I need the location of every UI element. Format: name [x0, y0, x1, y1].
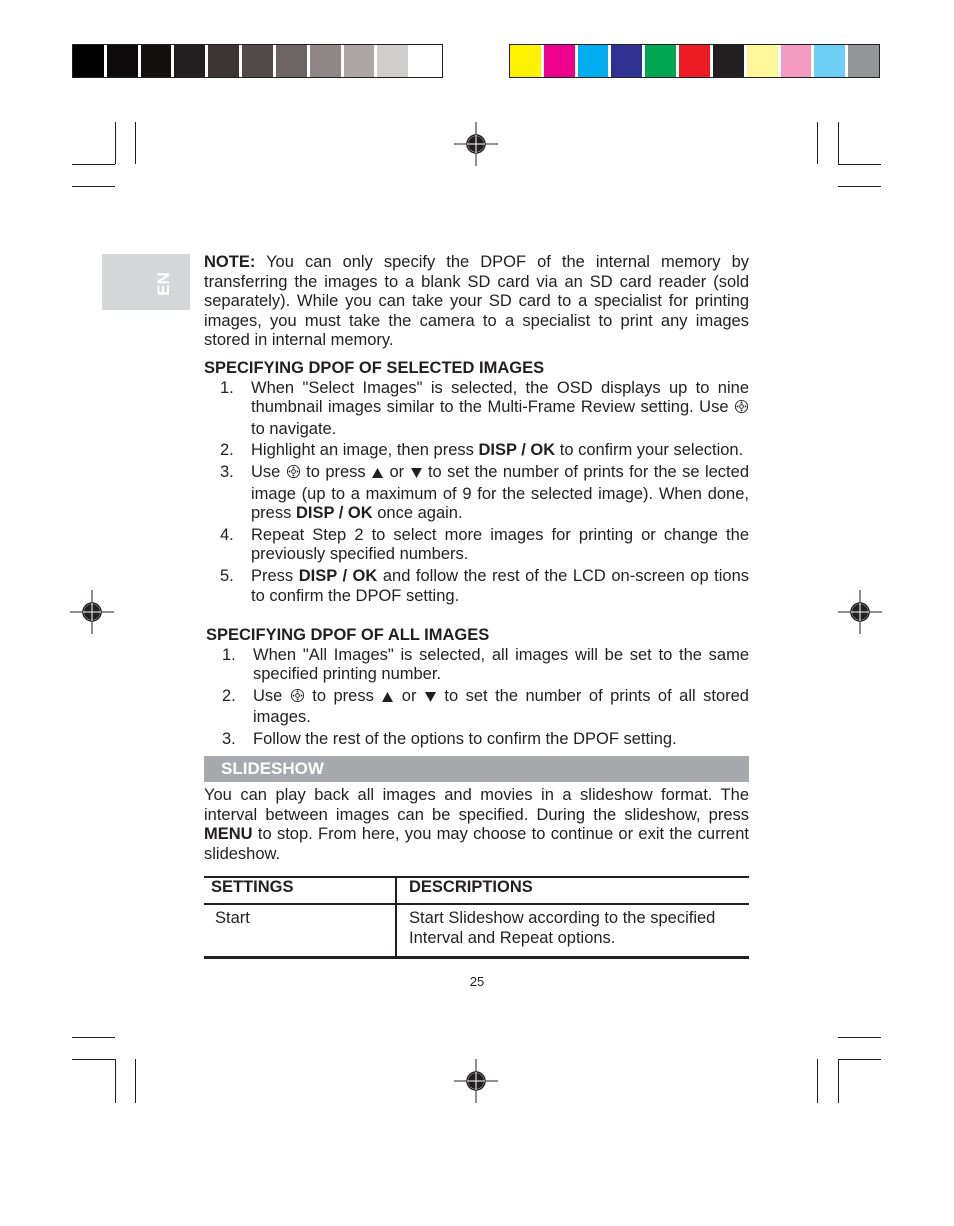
column-header: SETTINGS: [204, 877, 396, 904]
section-heading: SPECIFYING DPOF OF ALL IMAGES: [206, 626, 490, 644]
step-number: 2.: [220, 441, 234, 460]
color-swatch: [814, 45, 848, 77]
step-text: Use: [251, 462, 286, 481]
down-arrow-icon: [410, 465, 423, 485]
list-item: [204, 526, 749, 565]
registration-mark-icon: [454, 122, 498, 166]
color-swatch: [510, 45, 544, 77]
column-header: DESCRIPTIONS: [396, 877, 749, 904]
list-item: [206, 730, 749, 750]
paragraph-text: to stop. From here, you may choose to continue or exit the current slideshow.: [204, 825, 749, 863]
color-swatch: [781, 45, 815, 77]
color-swatch: [848, 45, 879, 77]
up-arrow-icon: [381, 689, 394, 709]
step-text: and follow the rest of the LCD on-screen op tions to confirm the DPOF setting.: [251, 566, 749, 605]
list-item: [204, 379, 749, 440]
crop-mark: [838, 1059, 881, 1060]
crop-mark: [72, 1037, 115, 1038]
crop-mark: [838, 1037, 881, 1038]
step-text: When "Select Images" is selected, the OSD displays up to nine thumbnail images similar to the Multi-Frame Review setting. Use: [251, 378, 749, 417]
selected-images-section: [204, 359, 749, 608]
crop-mark: [817, 1059, 818, 1103]
note-text: You can only specify the DPOF of the internal memory by transferring the images to a blank SD card via an SD card reader (sold separately). While you can take your SD card to a specialist for printing images, you must take the camera to a specialist to print any images stored in internal memory.: [204, 253, 749, 350]
color-swatch: [578, 45, 612, 77]
note-paragraph: [204, 253, 749, 351]
step-text: to confirm your selection.: [555, 441, 744, 460]
crop-mark: [838, 164, 881, 165]
step-text: once again.: [372, 504, 463, 523]
color-swatch: [411, 45, 442, 77]
color-swatch: [73, 45, 107, 77]
step-text: Follow the rest of the options to confirm the DPOF setting.: [253, 729, 677, 748]
step-text: Highlight an image, then press: [251, 441, 479, 460]
section-heading: SPECIFYING DPOF OF SELECTED IMAGES: [204, 359, 545, 377]
color-swatch: [344, 45, 378, 77]
list-item: [204, 441, 749, 461]
step-text: Use: [253, 686, 290, 705]
crop-mark: [838, 186, 881, 187]
color-swatch: [310, 45, 344, 77]
step-number: 3.: [222, 729, 236, 748]
list-item: [204, 567, 749, 606]
slideshow-paragraph: [204, 786, 749, 864]
step-text: or: [384, 462, 410, 481]
crop-mark: [135, 122, 136, 164]
navigation-pad-icon: [286, 464, 301, 485]
crop-mark: [838, 122, 839, 164]
crop-mark: [135, 1059, 136, 1103]
list-item: [206, 646, 749, 685]
color-swatch: [713, 45, 747, 77]
step-text: Repeat Step 2 to select more images for printing or change the previously specified numbers.: [251, 525, 749, 564]
color-swatch: [377, 45, 411, 77]
step-number: 5.: [220, 566, 234, 585]
step-text: to set the number of prints of all stored images.: [253, 686, 749, 727]
button-name: DISP / OK: [478, 441, 556, 460]
crop-mark: [838, 1059, 839, 1103]
down-arrow-icon: [424, 689, 437, 709]
registration-mark-icon: [838, 590, 882, 634]
step-text: Press: [251, 566, 299, 585]
step-number: 4.: [220, 525, 234, 544]
color-swatch: [276, 45, 310, 77]
page-number: 25: [469, 974, 485, 989]
crop-mark: [115, 122, 116, 164]
note-label: NOTE:: [204, 253, 256, 271]
crop-mark: [72, 1059, 115, 1060]
all-images-section: [206, 626, 749, 752]
step-number: 1.: [220, 378, 234, 397]
color-swatch: [645, 45, 679, 77]
step-number: 3.: [220, 462, 234, 481]
list-item: [204, 463, 749, 524]
step-text: or: [394, 686, 424, 705]
crop-mark: [115, 1059, 116, 1103]
grayscale-bar: [72, 44, 443, 78]
language-tab-label: EN: [154, 272, 173, 296]
color-swatch: [107, 45, 141, 77]
section-title-bar: [204, 756, 749, 782]
step-number: 2.: [222, 686, 236, 705]
color-swatch: [208, 45, 242, 77]
table-cell: Start: [204, 904, 396, 958]
table-header-row: [204, 877, 749, 904]
step-text: to set the number of prints for the se lected image (up to a maximum of 9 for the selected image). When done, press: [251, 462, 749, 523]
color-swatch: [747, 45, 781, 77]
color-swatch: [242, 45, 276, 77]
registration-mark-icon: [454, 1059, 498, 1103]
step-text: to press: [300, 462, 372, 481]
language-tab: [102, 254, 190, 310]
button-name: DISP / OK: [298, 566, 378, 585]
step-text: to navigate.: [251, 419, 337, 438]
table-cell: Start Slideshow according to the specified Interval and Repeat options.: [396, 904, 749, 958]
section-title: SLIDESHOW: [221, 759, 324, 778]
table-row: [204, 904, 749, 958]
navigation-pad-icon: [734, 399, 749, 420]
color-swatch: [141, 45, 175, 77]
list-item: [206, 687, 749, 728]
crop-mark: [72, 164, 115, 165]
paragraph-text: You can play back all images and movies in a slideshow format. The interval between images can be specified. During the slideshow, press: [204, 786, 749, 824]
registration-mark-icon: [70, 590, 114, 634]
step-text: When "All Images" is selected, all images will be set to the same specified printing number.: [253, 645, 749, 684]
color-bar: [509, 44, 880, 78]
color-swatch: [679, 45, 713, 77]
button-name: MENU: [204, 825, 253, 844]
up-arrow-icon: [371, 465, 384, 485]
settings-table: [204, 876, 749, 959]
step-text: to press: [304, 686, 382, 705]
color-swatch: [544, 45, 578, 77]
color-swatch: [174, 45, 208, 77]
color-swatch: [611, 45, 645, 77]
navigation-pad-icon: [290, 688, 305, 709]
step-number: 1.: [222, 645, 236, 664]
crop-mark: [72, 186, 115, 187]
button-name: DISP / OK: [295, 504, 373, 523]
crop-mark: [817, 122, 818, 164]
